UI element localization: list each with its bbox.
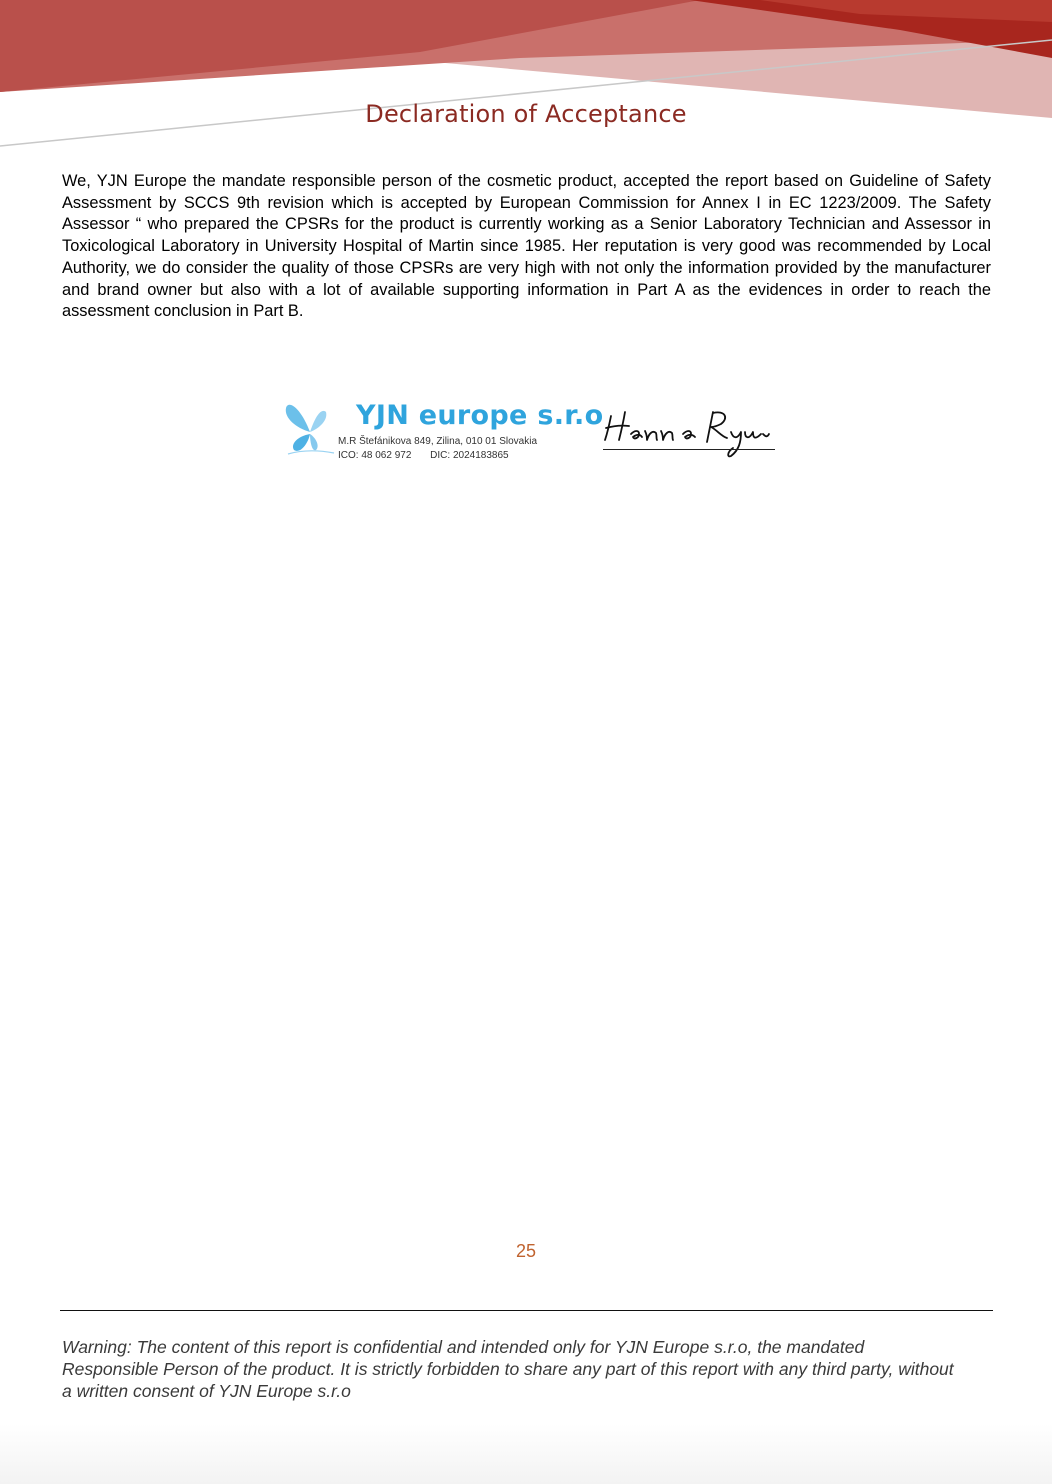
signature-line (603, 449, 775, 450)
header-banner (0, 0, 1052, 160)
company-name: YJN europe s.r.o (356, 400, 604, 431)
confidentiality-warning: Warning: The content of this report is confidential and intended only for YJN Europe s.r.o, the mandated Responsible Person of the product. It is strictly forbidden to share any part of this report with any third party, without a written consent of YJN Europe s.r.o (62, 1337, 954, 1401)
footer-divider (60, 1310, 993, 1311)
declaration-text: We, YJN Europe the mandate responsible person of the cosmetic product, accepted the report based on Guideline of Safety Assessment by SCCS 9th revision which is accepted by European Commission for Annex I in EC 1223/2009. The Safety Assessor “ who prepared the CPSRs for the product is currently working as a Senior Laboratory Technician and Assessor in Toxicological Laboratory in University Hospital of Martin since 1985. Her reputation is very good was recommended by Local Authority, we do consider the quality of those CPSRs are very high with not only the information provided by the manufacturer and brand owner but also with a lot of available supporting information in Part A as the evidences in order to reach the assessment conclusion in Part B. (62, 172, 991, 321)
company-ids (338, 450, 509, 461)
page-title: Declaration of Acceptance (365, 100, 687, 128)
company-stamp (282, 398, 604, 468)
page-number: 25 (515, 1241, 537, 1261)
company-ico: ICO: 48 062 972 (338, 450, 412, 461)
butterfly-icon (282, 398, 338, 458)
signature (603, 400, 778, 460)
company-address: M.R Štefánikova 849, Zilina, 010 01 Slovakia (338, 436, 537, 447)
company-dic: DIC: 2024183865 (430, 450, 509, 461)
page-bottom-shade (0, 1424, 1052, 1484)
